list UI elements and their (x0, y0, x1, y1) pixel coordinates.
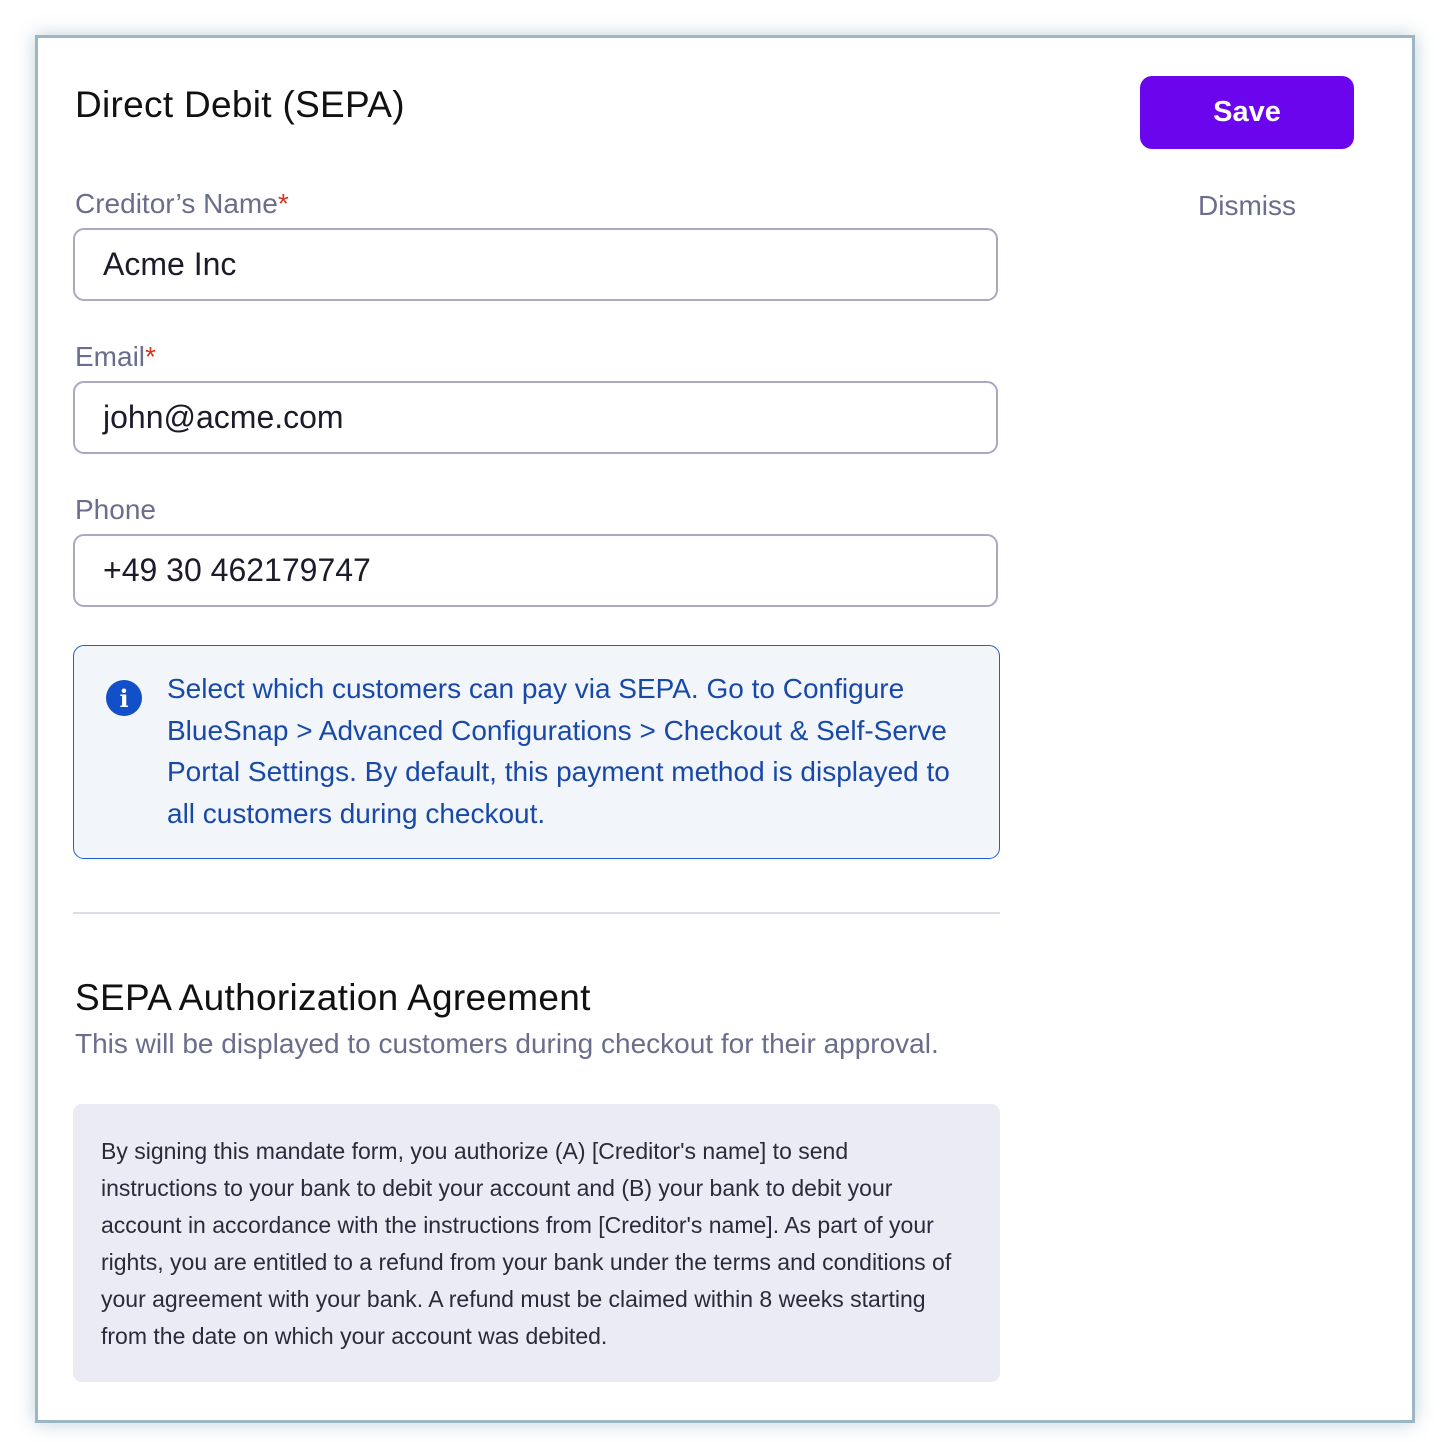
phone-value: +49 30 462179747 (103, 552, 371, 588)
agreement-subtitle: This will be displayed to customers during checkout for their approval. (75, 1028, 939, 1059)
creditor-name-input[interactable] (73, 228, 998, 301)
info-icon: i (106, 680, 142, 716)
agreement-body: By signing this mandate form, you authorize (A) [Creditor's name] to send instructions to your bank to debit your account and (B) your bank to debit your account in accordance with the instructions from [Creditor's name]. As part of your rights, you are entitled to a refund from your bank under the terms and conditions of your agreement with your bank. A refund must be claimed within 8 weeks starting from the date on which your account was debited. (101, 1138, 952, 1349)
settings-panel (35, 35, 1415, 1423)
agreement-text-box (73, 1104, 1000, 1382)
info-callout-text: Select which customers can pay via SEPA. Go to Configure BlueSnap > Advanced Configurations > Checkout & Self-Serve Portal Settings. By default, this payment method is displayed to all customers during checkout. (167, 673, 950, 829)
creditor-name-label-text: Creditor’s Name (75, 188, 278, 219)
agreement-title: SEPA Authorization Agreement (75, 977, 591, 1018)
info-callout (73, 645, 1000, 859)
email-label-text: Email (75, 341, 146, 372)
phone-field[interactable] (73, 534, 998, 607)
email-value: john@acme.com (103, 399, 344, 435)
creditor-name-label (75, 188, 289, 220)
phone-label: Phone (75, 494, 156, 525)
section-divider (73, 912, 1000, 914)
required-mark: * (145, 341, 156, 372)
page-title: Direct Debit (SEPA) (75, 84, 405, 125)
required-mark: * (277, 188, 289, 219)
email-label (75, 341, 156, 373)
email-field[interactable] (73, 381, 998, 454)
dismiss-link[interactable]: Dismiss (1198, 190, 1296, 221)
creditor-name-value: Acme Inc (103, 246, 237, 282)
save-button[interactable]: Save (1140, 76, 1354, 149)
